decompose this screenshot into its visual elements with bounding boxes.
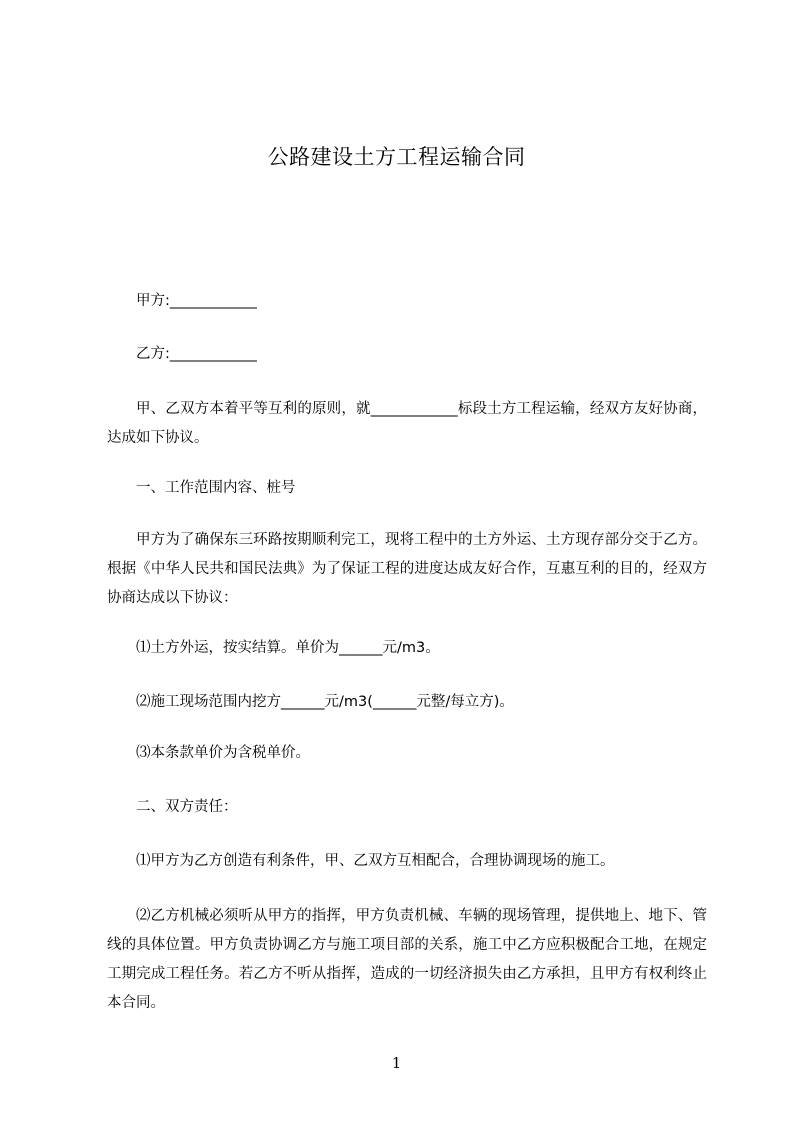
section2-item2-paragraph: ⑵乙方机械必须听从甲方的指挥，甲方负责机械、车辆的现场管理，提供地上、地下、管线的具体位置。甲方负责协调乙方与施工项目部的关系，施工中乙方应积极配合工地，在规定工期完成工程任务。若乙方不听从指挥，造成的一切经济损失由乙方承担，且甲方有权利终止本合同。 <box>107 908 707 1011</box>
party-b-field: 乙方:____________ <box>136 346 257 362</box>
section1-item1: ⑴土方外运，按实结算。单价为______元/m3。 <box>136 640 440 656</box>
section1-paragraph: 甲方为了确保东三环路按期顺利完工，现将工程中的土方外运、土方现存部分交于乙方。根据《中华人民共和国民法典》为了保证工程的进度达成友好合作，互惠互利的目的，经双方协商达成以下协议： <box>107 532 707 606</box>
section2-heading: 二、双方责任： <box>136 799 238 815</box>
section1-item2: ⑵施工现场范围内挖方______元/m3(______元整/每立方)。 <box>136 694 514 710</box>
page-number: 1 <box>391 1054 402 1072</box>
section1-heading: 一、工作范围内容、桩号 <box>136 480 296 496</box>
party-a-field: 甲方:____________ <box>136 293 257 309</box>
section2-item1: ⑴甲方为乙方创造有利条件，甲、乙双方互相配合，合理协调现场的施工。 <box>136 853 615 869</box>
intro-paragraph: 甲、乙双方本着平等互利的原则，就____________标段土方工程运输，经双方友好协商，达成如下协议。 <box>107 401 707 446</box>
document-title: 公路建设土方工程运输合同 <box>267 145 526 169</box>
section1-item3: ⑶本条款单价为含税单价。 <box>136 745 310 761</box>
